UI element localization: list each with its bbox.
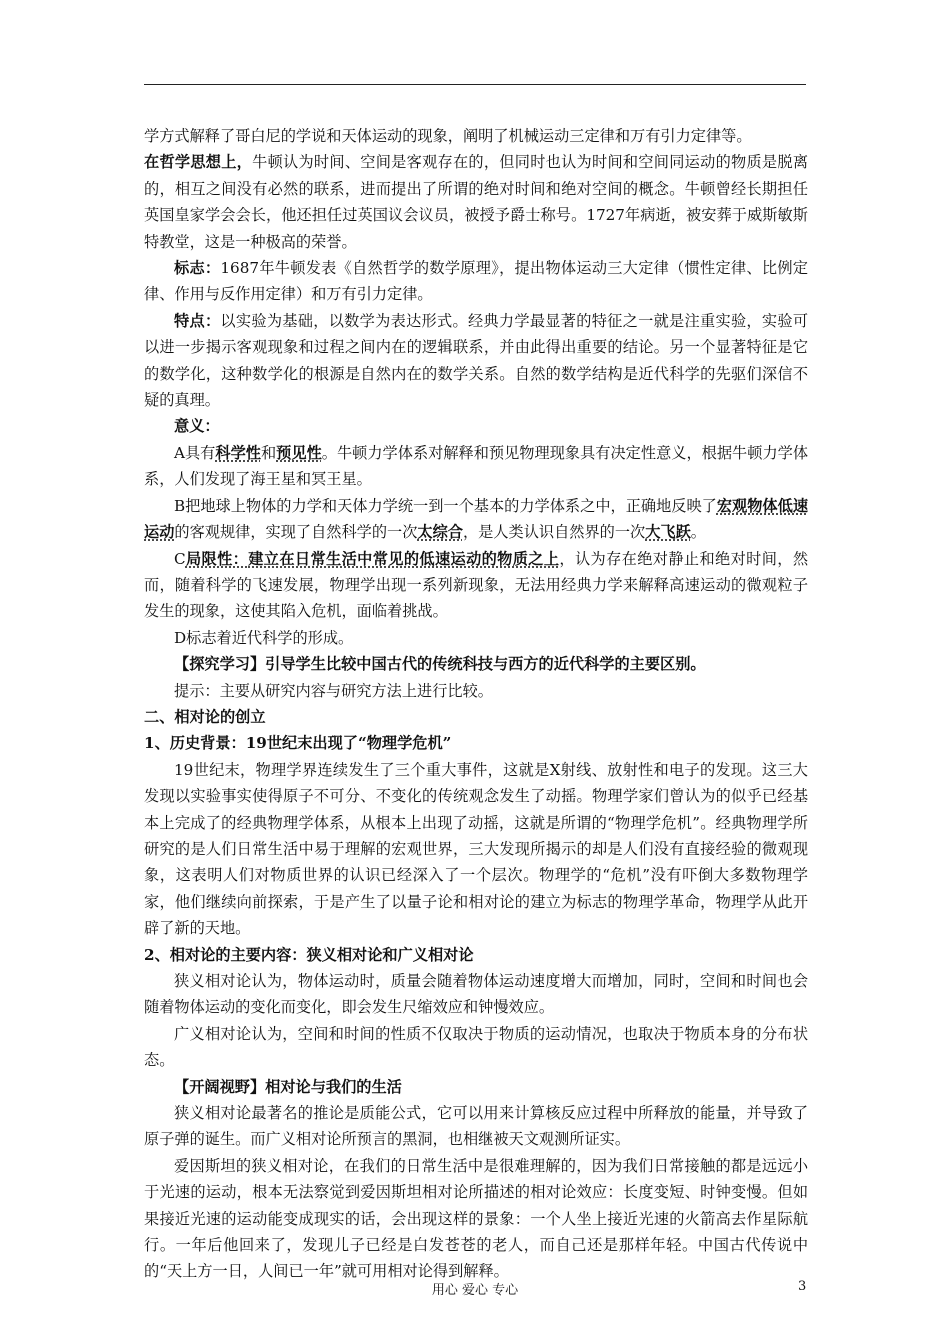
emphasis: 科学性 [215, 443, 261, 462]
paragraph-c [144, 546, 808, 625]
bold-lead: 特点： [174, 311, 221, 330]
emphasis: 局限性： [185, 549, 249, 568]
paragraph-general-relativity: 广义相对论认为，空间和时间的性质不仅取决于物质的运动情况，也取决于物质本身的分布状态。 [144, 1024, 808, 1070]
text: 。牛顿力学体系对解释和预见物理现象具有决定性意义，根据牛顿力学体系，人们发现了海王星和冥王星。 [144, 443, 809, 489]
paragraph-hint: 提示：主要从研究内容与研究方法上进行比较。 [174, 681, 493, 700]
text: 以实验为基础，以数学为表达形式。经典力学最显著的特征之一就是注重实验，实验可以进一步揭示客观现象和过程之间内在的逻辑联系，并由此得出重要的结论。另一个显著特征是它的数学化，这种数学化的根源是自然内在的数学关系。自然的数学结构是近代科学的先驱们深信不疑的真理。 [144, 311, 809, 410]
paragraph-explore: 【探究学习】引导学生比较中国古代的传统科技与西方的近代科学的主要区别。 [174, 655, 706, 674]
text: A具有 [174, 443, 216, 462]
paragraph-special-relativity: 狭义相对论认为，物体运动时，质量会随着物体运动速度增大而增加，同时，空间和时间也会随着物体运动的变化而变化，即会发生尺缩效应和钟慢效应。 [144, 972, 808, 1017]
text: 牛顿认为时间、空间是客观存在的，但同时也认为时间和空间同运动的物质是脱离的，相互之间没有必然的联系，进而提出了所谓的绝对时间和绝对空间的概念。牛顿曾经长期担任英国皇家学会会长，他还担任过英国议会议员，被授予爵士称号。1727年病逝，被安葬于威斯敏斯特教堂，这是一种极高的荣誉。 [144, 153, 809, 251]
paragraph-einstein: 爱因斯坦的狭义相对论，在我们的日常生活中是很难理解的，因为我们日常接触的都是远远小于光速的运动，根本无法察觉到爱因斯坦相对论所描述的相对论效应：长度变短、时钟变慢。但如果接近光速的运动能变成现实的话，会出现这样的景象：一个人坐上接近光速的火箭高去作星际航行。一年后他回来了，发现儿子已经是白发苍苍的老人，而自己还是那样年轻。中国古代传说中的“天上方一日，人间已一年”就可用相对论得到解释。 [144, 1156, 808, 1281]
bold-lead: 标志： [174, 259, 221, 278]
paragraph-open-view: 【开阔视野】相对论与我们的生活 [174, 1077, 402, 1096]
bold-lead: 在哲学思想上， [144, 153, 253, 172]
paragraph-features [144, 308, 808, 414]
paragraph-b [144, 493, 808, 546]
text: B把地球上物体的力学和天体力学统一到一个基本的力学体系之中，正确地反映了 [174, 496, 717, 515]
heading-significance: 意义： [174, 417, 220, 436]
emphasis: 建立在日常生活中常见的低速运动的物质之上 [248, 549, 560, 568]
document-body [144, 123, 808, 1285]
emphasis: 宏观物体低速运动 [144, 496, 809, 542]
emphasis: 大飞跃 [645, 523, 691, 542]
subsection-heading: 2、相对论的主要内容：狭义相对论和广义相对论 [144, 945, 474, 964]
text: 的客观规律，实现了自然科学的一次 [174, 523, 418, 542]
paragraph-history: 19世纪末，物理学界连续发生了三个重大事件，这就是X射线、放射性和电子的发现。这三大发现以实验事实使得原子不可分、不变化的传统观念发生了动摇。物理学家们曾认为的似乎已经基本上完成了的经典物理学体系，从根本上出现了动摇，这就是所谓的“物理学危机”。经典物理学所研究的是人们日常生活中易于理解的宏观世界，三大发现所揭示的却是人们没有直接经验的微观现象，这表明人们对物质世界的认识已经深入了一个层次。物理学的“危机”没有吓倒大多数物理学家，他们继续向前探索，于是产生了以量子论和相对论的建立为标志的物理学革命，物理学从此开辟了新的天地。 [144, 760, 808, 938]
paragraph: 学方式解释了哥白尼的学说和天体运动的现象，阐明了机械运动三定律和万有引力定律等。 [144, 127, 752, 145]
emphasis: 预见性 [276, 443, 322, 462]
text: 1687年牛顿发表《自然哲学的数学原理》，提出物体运动三大定律（惯性定律、比例定律、作用与反作用定律）和万有引力定律。 [144, 259, 808, 304]
page-number: 3 [798, 1279, 807, 1294]
paragraph-a [144, 440, 808, 493]
paragraph-philosophy [144, 149, 808, 255]
header-rule [144, 84, 806, 85]
footer-motto: 用心 爱心 专心 [431, 1283, 519, 1298]
emphasis: 太综合 [417, 523, 463, 542]
paragraph-d: D标志着近代科学的形成。 [174, 628, 354, 647]
subsection-heading: 1、历史背景：19世纪末出现了“物理学危机” [144, 734, 452, 753]
text: ，是人类认识自然界的一次 [462, 523, 646, 542]
text: 。 [690, 523, 706, 542]
section-heading: 二、相对论的创立 [144, 707, 266, 726]
text: ，认为存在绝对静止和绝对时间，然而，随着科学的飞速发展，物理学出现一系列新现象，无法用经典力学来解释高速运动的微观粒子发生的现象，这使其陷入危机，面临着挑战。 [144, 549, 809, 621]
paragraph-mark [144, 255, 808, 308]
paragraph-mass-energy: 狭义相对论最著名的推论是质能公式，它可以用来计算核反应过程中所释放的能量，并导致了原子弹的诞生。而广义相对论所预言的黑洞，也相继被天文观测所证实。 [144, 1104, 808, 1149]
text: 和 [260, 443, 277, 462]
text: C [174, 549, 186, 568]
